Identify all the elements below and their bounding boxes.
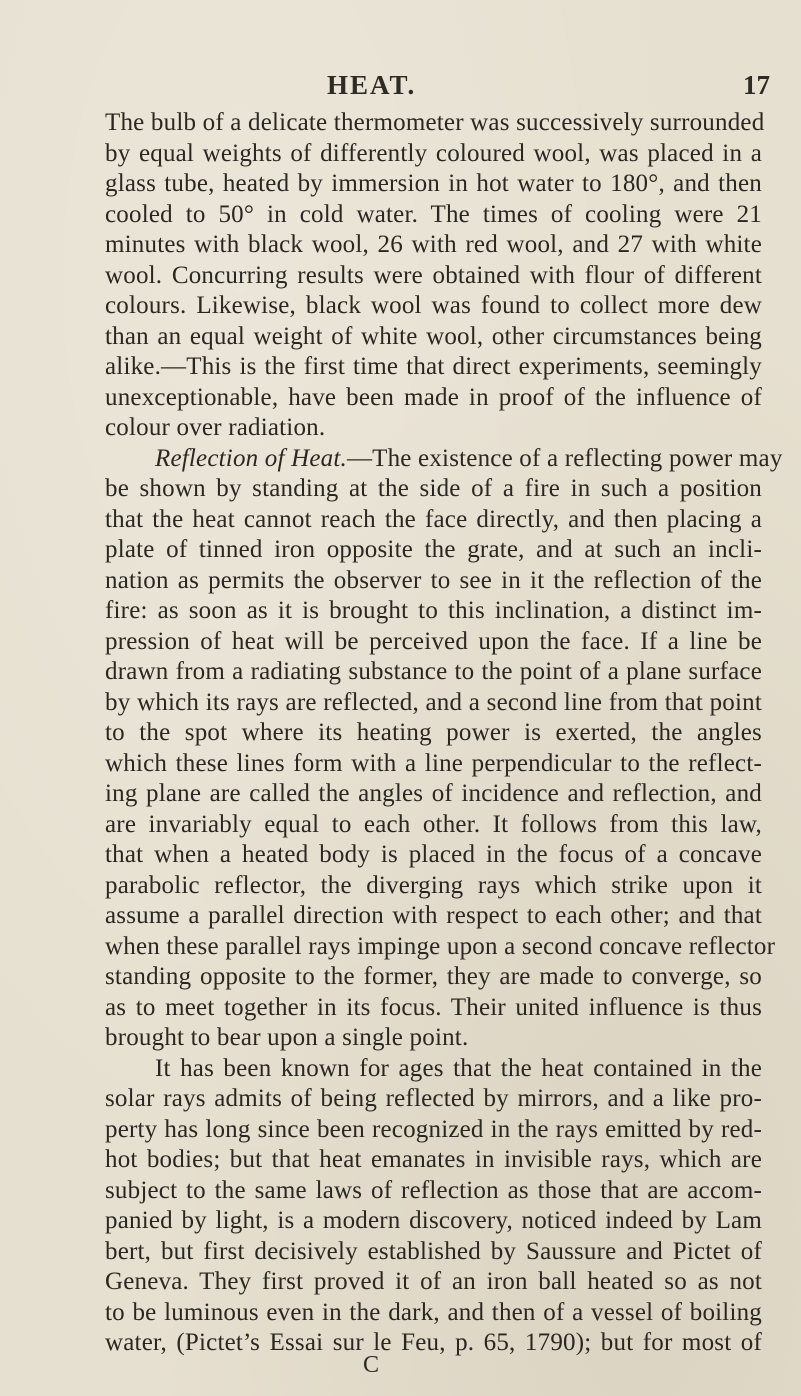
text-line: colour over radiation. <box>105 414 326 441</box>
text-line: standing opposite to the former, they are made to converge, so <box>105 963 762 990</box>
text-line: Geneva. They first proved it of an iron ball heated so as not <box>105 1268 762 1295</box>
text-line: minutes with black wool, 26 with red wool, and 27 with white <box>105 231 762 258</box>
text-line: wool. Concurring results were obtained with flour of different <box>105 261 762 289</box>
text-line: subject to the same laws of reflection as those that are accom- <box>105 1176 762 1204</box>
text-line: bert, but first decisively established by Saussure and Pictet of <box>105 1237 762 1265</box>
text-line: to be luminous even in the dark, and then of a vessel of boiling <box>105 1298 762 1326</box>
running-head-title: HEAT. <box>327 70 417 100</box>
text-line: brought to bear upon a single point. <box>105 1024 469 1051</box>
section-first-line <box>105 444 783 475</box>
text-line: The bulb of a delicate thermometer was successively surrounded <box>105 109 765 136</box>
text-line: as to meet together in its focus. Their united influence is thus <box>105 993 762 1021</box>
section-heading: Reflection of Heat. <box>155 444 347 472</box>
text-line: parabolic reflector, the diverging rays which strike upon it <box>105 871 762 899</box>
text-run: —The existence of a reflecting power may <box>346 444 783 472</box>
body-text <box>105 108 783 1359</box>
text-line: solar rays admits of being reflected by mirrors, and a like pro- <box>105 1085 762 1112</box>
text-line: hot bodies; but that heat emanates in invisible rays, which are <box>105 1146 762 1173</box>
text-line: nation as permits the observer to see in it the reflection of the <box>105 566 762 594</box>
text-line: colours. Likewise, black wool was found to collect more dew <box>105 292 762 319</box>
text-line: cooled to 50° in cold water. The times of cooling were 21 <box>105 200 762 228</box>
text-line: that the heat cannot reach the face directly, and then placing a <box>105 505 762 533</box>
text-line: glass tube, heated by immersion in hot water to 180°, and then <box>105 170 762 197</box>
text-line: than an equal weight of white wool, other circumstances being <box>105 322 762 350</box>
page-number: 17 <box>743 70 770 100</box>
text-line: panied by light, is a modern discovery, noticed indeed by Lam <box>105 1207 762 1234</box>
text-line: by which its rays are reflected, and a second line from that point <box>105 688 762 716</box>
text-line: plate of tinned iron opposite the grate, and at such an incli- <box>105 536 762 563</box>
text-line: pression of heat will be perceived upon the face. If a line be <box>105 627 762 655</box>
text-line: by equal weights of differently coloured wool, was placed in a <box>105 139 762 167</box>
text-line: perty has long since been recognized in the rays emitted by red- <box>105 1115 762 1143</box>
text-line: to the spot where its heating power is exerted, the angles <box>105 719 762 746</box>
running-head <box>0 70 801 100</box>
text-line: be shown by standing at the side of a fire in such a position <box>105 475 762 502</box>
text-line: It has been known for ages that the heat contained in the <box>155 1054 762 1082</box>
text-line: water, (Pictet’s Essai sur le Feu, p. 65, 1790); but for most of <box>105 1329 762 1356</box>
text-line: when these parallel rays impinge upon a second concave reflector <box>105 932 776 960</box>
text-line: assume a parallel direction with respect to each other; and that <box>105 902 762 929</box>
text-line: are invariably equal to each other. It follows from this law, <box>105 810 762 838</box>
text-line: fire: as soon as it is brought to this inclination, a distinct im- <box>105 597 762 624</box>
signature-mark: C <box>363 1352 380 1378</box>
text-line: ing plane are called the angles of incidence and reflection, and <box>105 780 762 807</box>
text-line: unexceptionable, have been made in proof of the influence of <box>105 383 762 411</box>
text-line: which these lines form with a line perpendicular to the reflect- <box>105 749 762 777</box>
text-line: alike.—This is the first time that direct experiments, seemingly <box>105 353 762 380</box>
text-line: drawn from a radiating substance to the point of a plane surface <box>105 658 762 685</box>
text-line: that when a heated body is placed in the focus of a concave <box>105 841 762 868</box>
